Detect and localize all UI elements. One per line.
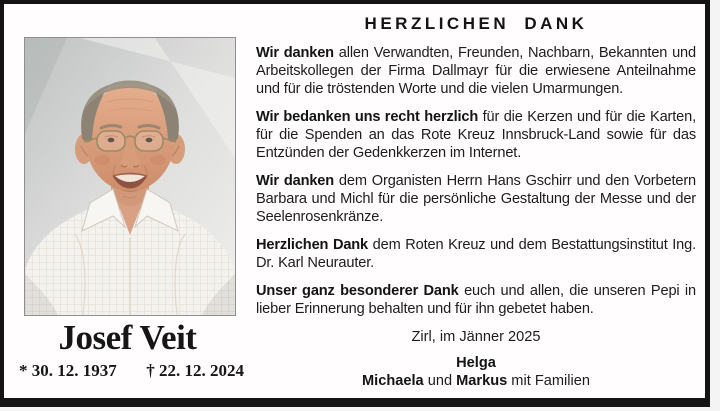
left-column [4, 4, 251, 398]
birth-date: * 30. 12. 1937 [19, 361, 117, 380]
death-date: † 22. 12. 2024 [146, 361, 244, 380]
signature-name: Markus [456, 373, 508, 389]
text-column [251, 4, 705, 398]
paragraph-lead: Wir danken [256, 173, 335, 189]
paragraph-text: allen Verwandten, Freunden, Nachbarn, Bekannten und Arbeitskollegen der Firma Dallmayr für die erwiesene Anteilnahme und für die tröstenden Worte und die vielen Umarmungen. [256, 45, 696, 97]
place-and-date: Zirl, im Jänner 2025 [411, 329, 541, 345]
signature-line-2 [256, 372, 696, 390]
paragraph-text: für die Kerzen und für die Karten, für die Spenden an das Rote Kreuz Innsbruck-Land sowie für das Entzünden der Gedenkkerzen im Internet. [256, 109, 696, 161]
paragraph-text: dem Organisten Herrn Hans Gschirr und den Vorbetern Barbara und Michl für die persönliche Gestaltung der Messe und der Seelenrosenkränze. [256, 173, 696, 225]
thanks-paragraph [256, 108, 696, 162]
paragraph-lead: Wir danken [256, 45, 334, 61]
signature-suffix: mit Familien [507, 373, 590, 389]
paragraph-lead: Unser ganz besonderer Dank [256, 283, 459, 299]
thanks-paragraph [256, 44, 696, 98]
deceased-name: Josef Veit [58, 318, 197, 357]
signature-name: Michaela [362, 373, 424, 389]
paragraph-text: euch und allen, die unseren Pepi in lieber Erinnerung behalten und für ihn gebetet haben. [256, 283, 696, 317]
paragraph-text: dem Roten Kreuz und dem Bestattungsinstitut Ing. Dr. Karl Neurauter. [256, 237, 696, 271]
thanks-paragraph [256, 282, 696, 318]
paragraph-lead: Wir bedanken uns recht herzlich [256, 109, 479, 125]
thanks-paragraph [256, 236, 696, 272]
paragraph-lead: Herzlichen Dank [256, 237, 369, 253]
signature-line-1: Helga [456, 355, 496, 371]
portrait-photo [24, 37, 236, 316]
signature-connector: und [423, 373, 457, 389]
thanks-paragraph [256, 172, 696, 226]
portrait-illustration [25, 38, 235, 315]
life-dates [19, 361, 244, 381]
card-title: HERZLICHEN DANK [364, 14, 588, 33]
